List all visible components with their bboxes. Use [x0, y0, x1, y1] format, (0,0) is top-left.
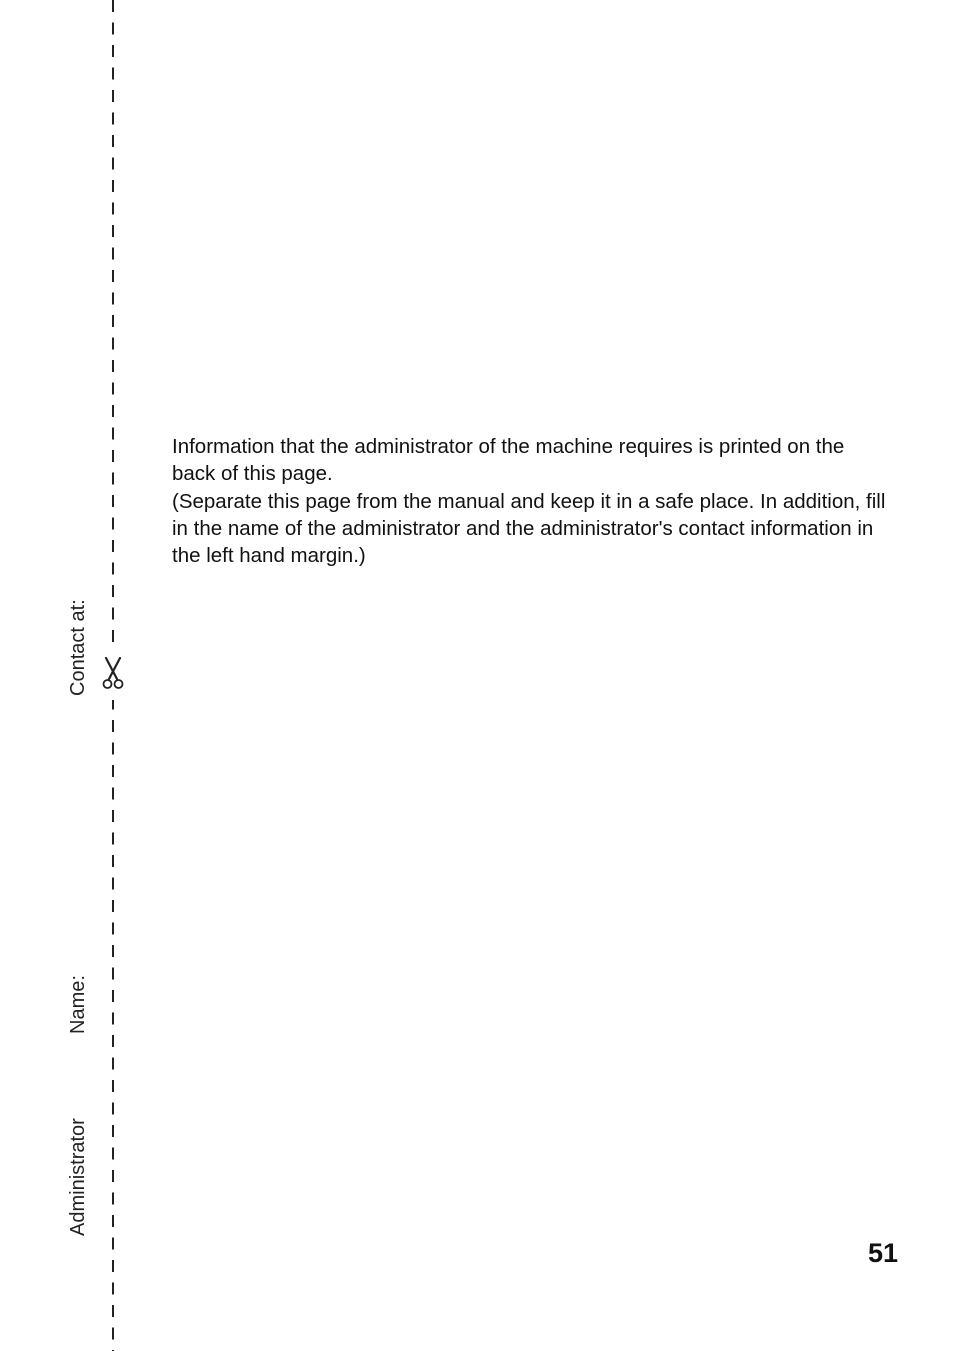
contact-label: Contact at:	[67, 599, 89, 696]
administrator-notice	[172, 433, 892, 569]
page-number: 51	[867, 1238, 898, 1268]
administrator-label: Administrator	[67, 1118, 89, 1236]
notice-paragraph-1: Information that the administrator of the machine requires is printed on the back of this page.	[172, 435, 845, 486]
scissors-icon	[100, 657, 126, 691]
name-label: Name:	[67, 975, 89, 1034]
notice-paragraph-2: (Separate this page from the manual and keep it in a safe place. In addition, fill in the name of the administrator and the administrator's contact information in the left hand margin.)	[172, 489, 886, 568]
